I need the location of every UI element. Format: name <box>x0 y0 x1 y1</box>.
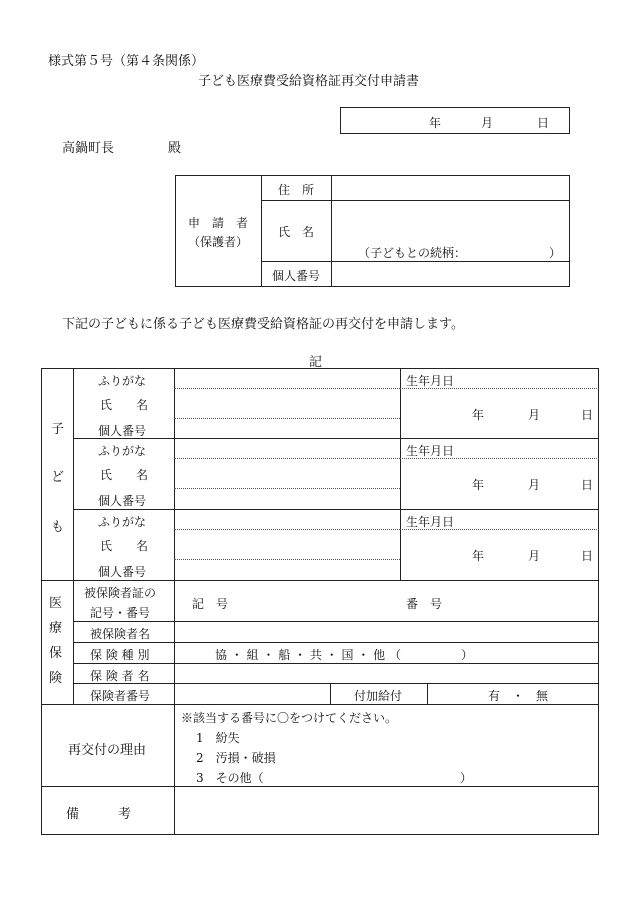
relation-label: （子どもとの続柄： <box>358 246 467 260</box>
date-year-label: 年 <box>429 116 442 130</box>
date-month-label: 月 <box>481 116 494 130</box>
child-birth-day: 日 <box>581 549 594 563</box>
child-birth-label: 生年月日 <box>406 374 455 388</box>
symbol-label: 記 号 <box>192 597 229 611</box>
form-number: 様式第５号（第４条関係） <box>48 54 205 69</box>
addressee-name: 高鍋町長 <box>62 141 115 156</box>
child-furigana-label: ふりがな <box>98 444 147 458</box>
number-label: 番 号 <box>406 597 443 611</box>
insured-name-label: 被保険者名 <box>90 627 151 641</box>
insurance-side-char-1: 医 <box>49 596 63 611</box>
child-birth-day: 日 <box>581 408 594 422</box>
reason-label: 再交付の理由 <box>68 743 147 758</box>
child-name-label: 氏 名 <box>100 398 149 412</box>
insurance-type-options[interactable]: 協 ・ 組 ・ 船 ・ 共 ・ 国 ・ 他 （ ） <box>215 648 473 662</box>
child-name-label: 氏 名 <box>100 468 149 482</box>
addressee-honorific: 殿 <box>168 141 182 156</box>
child-birth-month: 月 <box>528 478 541 492</box>
child-birth-month: 月 <box>528 408 541 422</box>
child-id-label: 個人番号 <box>98 494 147 508</box>
ki-label: 記 <box>309 355 323 370</box>
reason-other-close: ） <box>460 771 473 785</box>
children-side-char-2: ど <box>51 470 65 485</box>
reason-option-damaged[interactable]: 2 汚損・破損 <box>196 751 276 765</box>
date-field[interactable] <box>340 107 570 134</box>
additional-benefit-options[interactable]: 有 ・ 無 <box>488 689 549 703</box>
applicant-id-label: 個人番号 <box>271 269 320 283</box>
card-label-2: 記号・番号 <box>90 606 151 620</box>
reason-option-other[interactable]: 3 その他（ <box>196 771 264 785</box>
insurance-side-char-4: 険 <box>49 671 63 686</box>
children-side-char-1: 子 <box>51 422 65 437</box>
applicant-guardian-label: （保護者） <box>187 235 248 249</box>
child-birth-day: 日 <box>581 478 594 492</box>
insurer-number-label: 保険者番号 <box>90 689 151 703</box>
applicant-address-label: 住 所 <box>277 183 314 197</box>
date-day-label: 日 <box>537 116 550 130</box>
applicant-label: 申 請 者 <box>187 216 248 230</box>
reason-option-lost[interactable]: 1 紛失 <box>196 731 240 745</box>
insurance-type-label: 保 険 種 別 <box>90 648 150 662</box>
child-birth-month: 月 <box>528 549 541 563</box>
form-title: 子ども医療費受給資格証再交付申請書 <box>198 74 420 89</box>
child-id-label: 個人番号 <box>98 424 147 438</box>
child-furigana-label: ふりがな <box>98 374 147 388</box>
insurance-side-char-3: 保 <box>49 646 63 661</box>
children-side-char-3: も <box>51 520 65 535</box>
child-name-label: 氏 名 <box>100 539 149 553</box>
child-birth-label: 生年月日 <box>406 515 455 529</box>
remarks-label: 備 考 <box>66 807 132 822</box>
insurance-side-char-2: 療 <box>49 621 63 636</box>
child-birth-label: 生年月日 <box>406 444 455 458</box>
relation-close: ） <box>549 246 562 260</box>
child-birth-year: 年 <box>472 478 485 492</box>
insurer-name-label: 保 険 者 名 <box>90 669 150 683</box>
card-label: 被保険者証の <box>84 586 157 600</box>
child-birth-year: 年 <box>472 408 485 422</box>
child-birth-year: 年 <box>472 549 485 563</box>
reason-instruction: ※該当する番号に〇をつけてください。 <box>181 711 398 725</box>
child-furigana-label: ふりがな <box>98 515 147 529</box>
child-id-label: 個人番号 <box>98 565 147 579</box>
application-statement: 下記の子どもに係る子ども医療費受給資格証の再交付を申請します。 <box>62 317 464 332</box>
additional-benefit-label: 付加給付 <box>354 689 403 703</box>
applicant-name-label: 氏 名 <box>277 225 314 239</box>
